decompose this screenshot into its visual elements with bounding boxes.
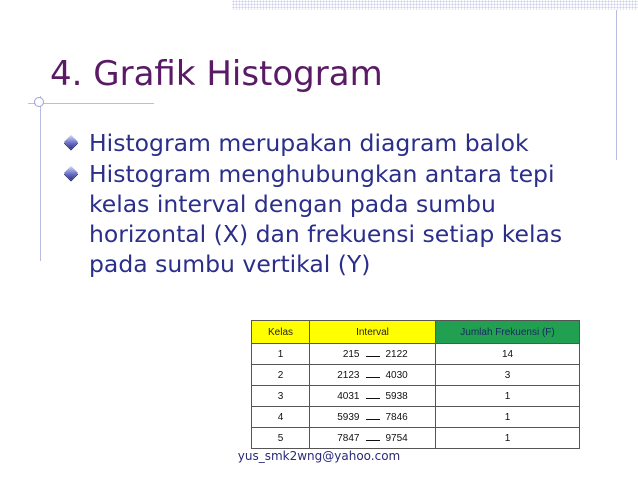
cell-interval — [310, 344, 436, 365]
cell-kelas: 2 — [252, 365, 310, 386]
bullet-text: Histogram menghubungkan antara tepi kelas interval dengan pada sumbu horizontal (X) dan frekuensi setiap kelas pada sumbu vertikal (Y) — [89, 160, 563, 278]
cell-frekuensi: 1 — [436, 386, 580, 407]
interval-high: 7846 — [385, 411, 408, 423]
interval-low: 5939 — [337, 411, 360, 423]
cell-frekuensi: 14 — [436, 344, 580, 365]
frequency-table — [251, 320, 580, 449]
interval-low: 4031 — [337, 390, 360, 402]
cell-interval — [310, 365, 436, 386]
bullet-item — [62, 159, 607, 279]
table-row — [252, 344, 580, 365]
header-jumlah-frekuensi: Jumlah Frekuensi (F) — [436, 321, 580, 344]
frequency-table-container — [251, 320, 579, 444]
cell-interval — [310, 407, 436, 428]
interval-high: 5938 — [385, 390, 408, 402]
title-ring-icon — [34, 97, 44, 107]
cell-kelas: 5 — [252, 428, 310, 449]
interval-low: 7847 — [337, 432, 360, 444]
cell-frekuensi: 1 — [436, 428, 580, 449]
decorative-dot-band — [232, 0, 638, 10]
cell-kelas: 3 — [252, 386, 310, 407]
decorative-right-line — [616, 10, 617, 160]
table-row — [252, 386, 580, 407]
decorative-left-line — [40, 96, 41, 261]
bullet-text: Histogram merupakan diagram balok — [89, 129, 529, 157]
table-row — [252, 428, 580, 449]
bullet-list — [62, 128, 607, 280]
bullet-item — [62, 128, 607, 158]
cell-frekuensi: 1 — [436, 407, 580, 428]
diamond-bullet-icon — [64, 166, 78, 180]
interval-high: 4030 — [385, 369, 408, 381]
cell-frekuensi: 3 — [436, 365, 580, 386]
interval-low: 2123 — [337, 369, 360, 381]
header-interval: Interval — [310, 321, 436, 344]
interval-high: 2122 — [385, 348, 408, 360]
interval-dash — [366, 377, 380, 378]
interval-high: 9754 — [385, 432, 408, 444]
table-row — [252, 407, 580, 428]
title-underline — [28, 103, 154, 104]
cell-interval — [310, 386, 436, 407]
interval-low: 215 — [342, 348, 360, 360]
interval-dash — [366, 419, 380, 420]
cell-kelas: 1 — [252, 344, 310, 365]
cell-kelas: 4 — [252, 407, 310, 428]
header-kelas: Kelas — [252, 321, 310, 344]
diamond-bullet-icon — [64, 135, 78, 149]
interval-dash — [366, 356, 380, 357]
table-header-row — [252, 321, 580, 344]
table-row — [252, 365, 580, 386]
cell-interval — [310, 428, 436, 449]
slide-title: 4. Grafik Histogram — [50, 54, 383, 94]
interval-dash — [366, 398, 380, 399]
footer-email: yus_smk2wng@yahoo.com — [237, 449, 401, 463]
interval-dash — [366, 440, 380, 441]
